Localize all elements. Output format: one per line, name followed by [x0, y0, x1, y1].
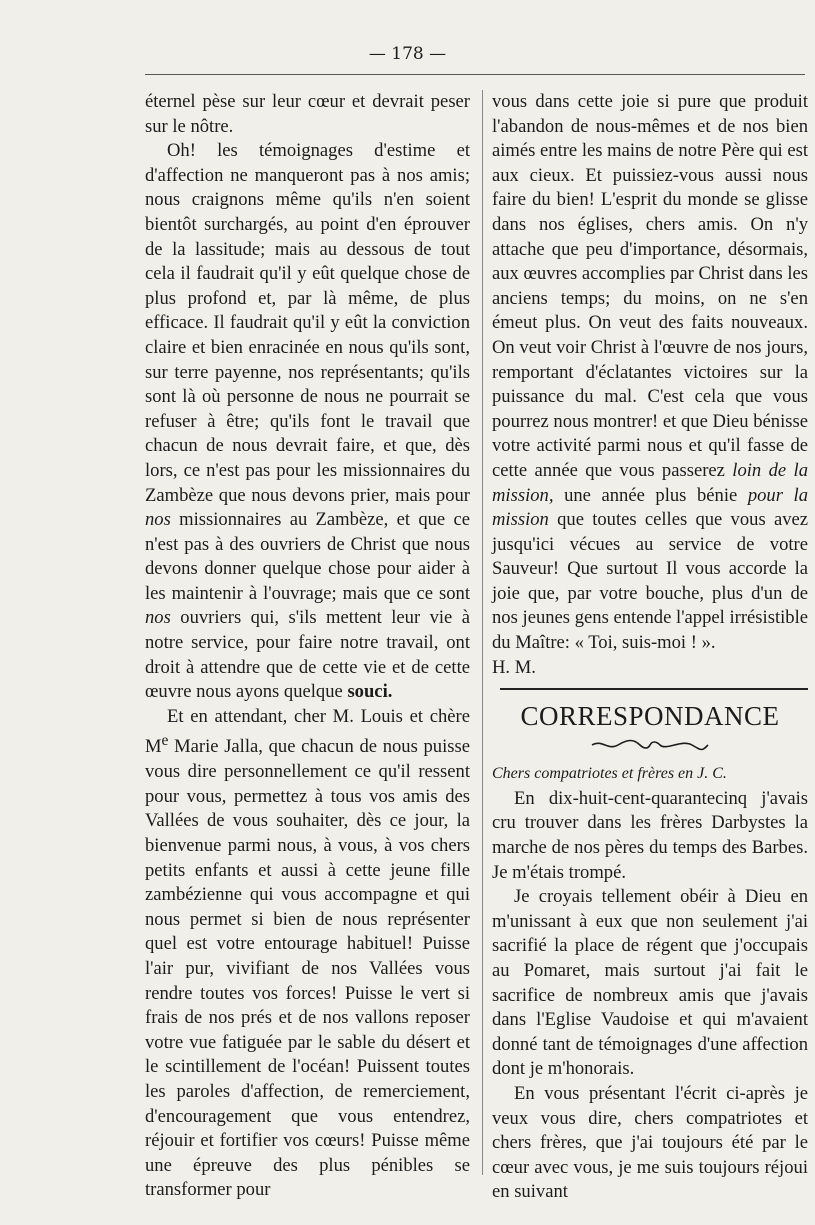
right-paragraph-1: vous dans cette joie si pure que produit l'abandon de nous-mêmes et de nos bien aimés entre les mains de notre Père qui est aux cieux. Et puissiez-vous aussi nous faire du bien! L'esprit du monde se glisse dans nos églises, chers amis. On n'y attache que peu d'importance, désormais, aux œuvres accomplies par Christ dans les anciens temps; du moins, on ne s'en émeut plus. On veut des faits nouveaux. On veut voir Christ à l'œuvre de nos jours, remportant d'éclatantes victoires sur la puissance du mal. C'est cela que vous pourrez nous montrer! et que Dieu bénisse votre activité parmi nous et qu'il fasse de cette année que vous passerez loin de la mission, une année plus bénie pour la mission que toutes celles que vous avez jusqu'ici vécues au service de votre Sauveur! Que surtout Il vous accorde la joie que, par votre bouche, plus d'un de nos jeunes gens entende l'appel irrésistible du Maître: « Toi, suis-moi ! ».: [492, 91, 809, 654]
section-title: CORRESPONDANCE: [520, 701, 780, 732]
right-column: [492, 90, 808, 1205]
superscript-e: e: [161, 732, 169, 750]
column-divider: [482, 90, 483, 1175]
emphasis-nos-1: nos: [145, 509, 171, 531]
emphasis-souci: souci.: [347, 681, 393, 703]
right-paragraph-3: Je croyais tellement obéir à Dieu en m'unissant à eux que non seulement j'ai sacrifié la place de régent que j'occupais au Pomaret, mais surtout j'ai fait le sacrifice de nombreux amis que j'avais dans l'Eglise Vaudoise et qui m'avaient donné tant de témoignages d'une affection dont je m'honorais.: [492, 886, 808, 1080]
left-column: [145, 90, 470, 1203]
ornament-flourish-icon: [590, 738, 710, 752]
left-paragraph-1: éternel pèse sur leur cœur et devrait peser sur le nôtre.: [145, 91, 470, 137]
emphasis-loin-de-la-mission: loin de la mission,: [492, 459, 808, 506]
header-rule: [145, 74, 805, 75]
right-paragraph-4: En vous présentant l'écrit ci-après je veux vous dire, chers compatriotes et chers frères, que j'ai toujours été par le cœur avec vous, je me suis toujours réjoui en suivant: [492, 1082, 808, 1203]
left-paragraph-2: Oh! les témoignages d'estime et d'affection ne manqueront pas à nos amis; nous craignons même qu'ils n'en soient bientôt surchargés, au point d'en éprouver de la lassitude; mais au dessous de tout cela il faudrait qu'il y eût quelque chose de plus profond et, par là même, de plus efficace. Il faudrait qu'il y eût la conviction claire et bien enracinée en nous qu'ils sont, sur terre payenne, nos représentants; qu'ils sont là où personne de nous ne pourrait se refuser à être; qu'ils font le travail que chacun de nous devrait faire, et que, dès lors, ce n'est pas pour les missionnaires du Zambèze que nous devons prier, mais pour nos missionnaires au Zambèze, et que ce n'est pas à des ouvriers de Christ que nous devons donner quelque chose pour aider à les maintenir à l'ouvrage; mais que ce sont nos ouvriers qui, s'ils mettent leur vie à notre service, pour faire notre travail, ont droit à attendre que de cette vie et de cette œuvre nous ayons quelque souci.: [145, 140, 470, 703]
left-paragraph-3: Et en attendant, cher M. Louis et chère Me Marie Jalla, que chacun de nous puisse vous dire personnellement ce qu'il ressent pour vous, permettez à tous vos amis des Vallées de vous souhaiter, dès ce jour, la bienvenue parmi nous, à vous, à vos chers petits enfants et aussi à cette jeune fille zambézienne qui vous accompagne et qui nous permet si bien de nous représenter quel est votre entourage habituel! Puisse l'air pur, vivifiant de nos Vallées vous rendre toutes vos forces! Puisse le vert si frais de nos prés et de nos vallons reposer votre vue fatiguée par le sable du désert et le scintillement de l'océan! Puissent toutes les paroles d'affection, de remerciement, d'encouragement que vous entendrez, réjouir et fortifier vos cœurs! Puisse même une épreuve des plus pénibles se transformer pour: [145, 705, 470, 1201]
emphasis-nos-2: nos: [145, 607, 171, 629]
emphasis-pour-la-mission: pour la mission: [492, 484, 808, 531]
page-number: — 178 —: [368, 44, 447, 64]
section-rule: [500, 688, 808, 690]
letter-salutation: Chers compatriotes et frères en J. C.: [492, 765, 727, 783]
signature: H. M.: [492, 656, 536, 678]
right-paragraph-2: En dix-huit-cent-quarantecinq j'avais cru trouver dans les frères Darbystes la marche de nos pères du temps des Barbes. Je m'étais trompé.: [492, 787, 808, 883]
